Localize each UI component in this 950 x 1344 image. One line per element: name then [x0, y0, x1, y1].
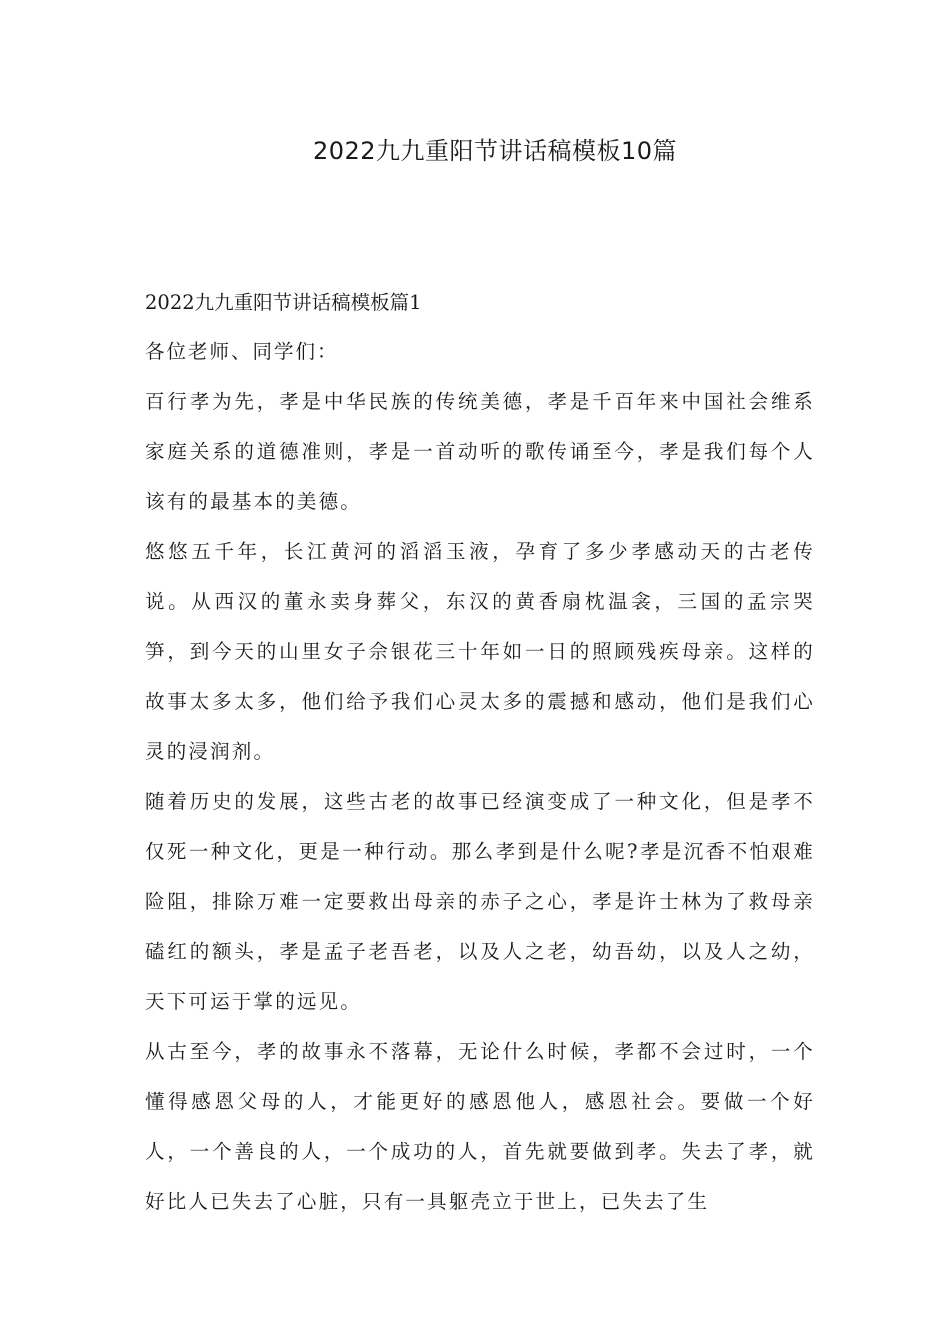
paragraph-1: 百行孝为先，孝是中华民族的传统美德，孝是千百年来中国社会维系家庭关系的道德准则，孝是一首动听的歌传诵至今，孝是我们每个人该有的最基本的美德。 [145, 390, 815, 513]
document-title: 2022九九重阳节讲话稿模板10篇 [312, 137, 678, 165]
document-body [145, 285, 815, 1227]
paragraph-3: 随着历史的发展，这些古老的故事已经演变成了一种文化，但是孝不仅死一种文化，更是一种行动。那么孝到是什么呢?孝是沉香不怕艰难险阻，排除万难一定要救出母亲的赤子之心，孝是许士林为了救母亲磕红的额头，孝是孟子老吾老，以及人之老，幼吾幼，以及人之幼，天下可运于掌的远见。 [145, 790, 815, 1013]
paragraph-4: 从古至今，孝的故事永不落幕，无论什么时候，孝都不会过时，一个懂得感恩父母的人，才能更好的感恩他人，感恩社会。要做一个好人，一个善良的人，一个成功的人，首先就要做到孝。失去了孝，就好比人已失去了心脏，只有一具躯壳立于世上，已失去了生 [145, 1040, 815, 1213]
salutation: 各位老师、同学们： [145, 340, 339, 363]
section-heading: 2022九九重阳节讲话稿模板篇1 [145, 291, 422, 314]
paragraph-2: 悠悠五千年，长江黄河的滔滔玉液，孕育了多少孝感动天的古老传说。从西汉的董永卖身葬父，东汉的黄香扇枕温衾，三国的孟宗哭笋，到今天的山里女子佘银花三十年如一日的照顾残疾母亲。这样的故事太多太多，他们给予我们心灵太多的震撼和感动，他们是我们心灵的浸润剂。 [145, 540, 815, 763]
